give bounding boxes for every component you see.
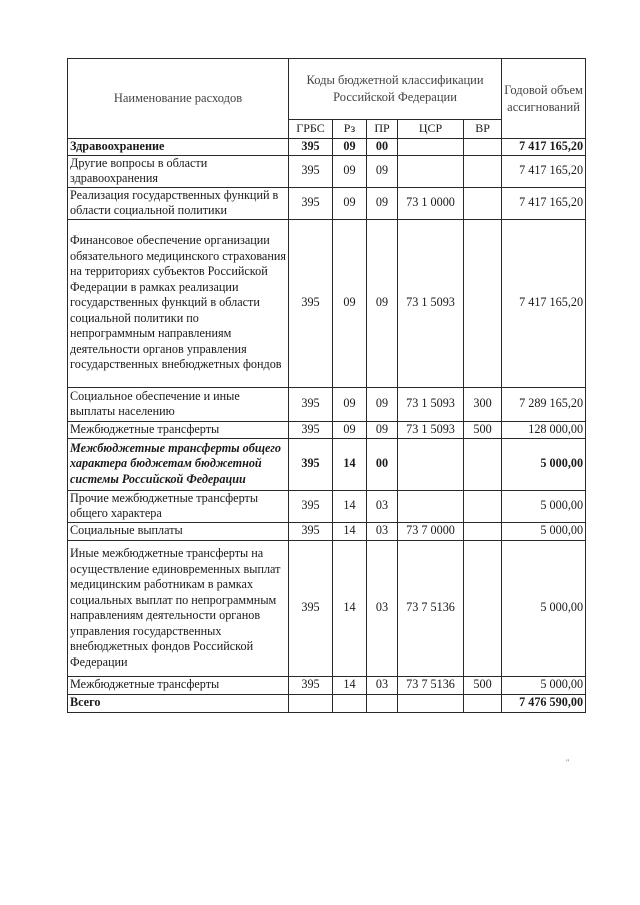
row-name: Социальные выплаты [68,522,289,540]
row-rz: 09 [333,219,367,387]
row-vr [464,219,502,387]
row-grbs: 395 [289,155,333,187]
row-rz: 14 [333,522,367,540]
row-amount: 5 000,00 [502,540,586,676]
row-csr: 73 1 5093 [398,387,464,421]
row-pr: 00 [367,139,398,156]
table-row [68,187,586,219]
row-grbs: 395 [289,522,333,540]
row-rz: 09 [333,139,367,156]
row-csr [398,155,464,187]
row-csr: 73 7 5136 [398,540,464,676]
header-annual-volume: Годовой объем ассигнований [502,59,586,139]
row-pr: 03 [367,540,398,676]
table-row [68,522,586,540]
row-name: Межбюджетные трансферты [68,676,289,694]
row-pr: 09 [367,155,398,187]
table-row [68,139,586,156]
header-name-of-expenses: Наименование расходов [68,59,289,139]
row-rz: 09 [333,387,367,421]
row-pr: 09 [367,387,398,421]
table-row [68,676,586,694]
row-amount: 7 417 165,20 [502,219,586,387]
col-header-rz: Рз [333,120,367,139]
row-amount: 7 417 165,20 [502,139,586,156]
row-pr: 03 [367,522,398,540]
row-csr: 73 7 5136 [398,676,464,694]
closing-mark: " [566,758,570,767]
row-amount: 7 417 165,20 [502,187,586,219]
row-grbs: 395 [289,438,333,490]
row-vr [464,438,502,490]
row-amount: 7 417 165,20 [502,155,586,187]
row-name: Межбюджетные трансферты [68,421,289,438]
row-amount: 128 000,00 [502,421,586,438]
row-rz: 14 [333,490,367,522]
col-header-vr: ВР [464,120,502,139]
total-label: Всего [68,694,289,712]
table-row [68,438,586,490]
row-rz: 09 [333,421,367,438]
row-grbs: 395 [289,187,333,219]
header-budget-codes: Коды бюджетной классификации Российской Федерации [289,59,502,120]
row-vr: 300 [464,387,502,421]
row-vr [464,155,502,187]
row-name: Межбюджетные трансферты общего характера бюджетам бюджетной системы Российской Федерации [68,438,289,490]
row-vr: 500 [464,676,502,694]
table-row [68,421,586,438]
table-row [68,155,586,187]
col-header-grbs: ГРБС [289,120,333,139]
row-vr [464,522,502,540]
row-vr [464,187,502,219]
row-csr [398,490,464,522]
row-pr: 00 [367,438,398,490]
row-pr: 03 [367,676,398,694]
row-pr: 09 [367,187,398,219]
row-grbs: 395 [289,387,333,421]
row-vr [464,540,502,676]
row-amount: 5 000,00 [502,522,586,540]
row-name: Другие вопросы в области здравоохранения [68,155,289,187]
row-rz: 09 [333,187,367,219]
row-vr [464,139,502,156]
row-pr: 09 [367,421,398,438]
total-amount: 7 476 590,00 [502,694,586,712]
row-grbs: 395 [289,139,333,156]
col-header-pr: ПР [367,120,398,139]
row-csr: 73 1 5093 [398,421,464,438]
table-row [68,540,586,676]
row-vr: 500 [464,421,502,438]
row-pr: 03 [367,490,398,522]
col-header-csr: ЦСР [398,120,464,139]
row-csr: 73 1 0000 [398,187,464,219]
row-amount: 5 000,00 [502,490,586,522]
table-body [68,139,586,695]
row-grbs: 395 [289,676,333,694]
row-rz: 14 [333,438,367,490]
row-grbs: 395 [289,490,333,522]
row-grbs: 395 [289,219,333,387]
row-grbs: 395 [289,540,333,676]
row-name: Здравоохранение [68,139,289,156]
budget-table [67,58,586,713]
row-csr: 73 7 0000 [398,522,464,540]
row-name: Реализация государственных функций в области социальной политики [68,187,289,219]
row-amount: 5 000,00 [502,438,586,490]
row-rz: 14 [333,540,367,676]
row-name: Социальное обеспечение и иные выплаты населению [68,387,289,421]
row-rz: 09 [333,155,367,187]
row-vr [464,490,502,522]
row-grbs: 395 [289,421,333,438]
row-amount: 7 289 165,20 [502,387,586,421]
row-name: Прочие межбюджетные трансферты общего характера [68,490,289,522]
row-amount: 5 000,00 [502,676,586,694]
row-csr: 73 1 5093 [398,219,464,387]
table-row [68,490,586,522]
row-rz: 14 [333,676,367,694]
row-name: Иные межбюджетные трансферты на осуществление единовременных выплат медицинским работникам в рамках социальных выплат по непрограммным направлениям деятельности органов управления государственных внебюджетных фондов Российской Федерации [68,540,289,676]
row-csr [398,139,464,156]
row-pr: 09 [367,219,398,387]
table-row [68,387,586,421]
row-csr [398,438,464,490]
table-row [68,219,586,387]
row-name: Финансовое обеспечение организации обязательного медицинского страхования на территориях субъектов Российской Федерации в рамках реализации государственных функций в области социальной политики по непрограммным направлениям деятельности органов управления государственных внебюджетных фондов [68,219,289,387]
